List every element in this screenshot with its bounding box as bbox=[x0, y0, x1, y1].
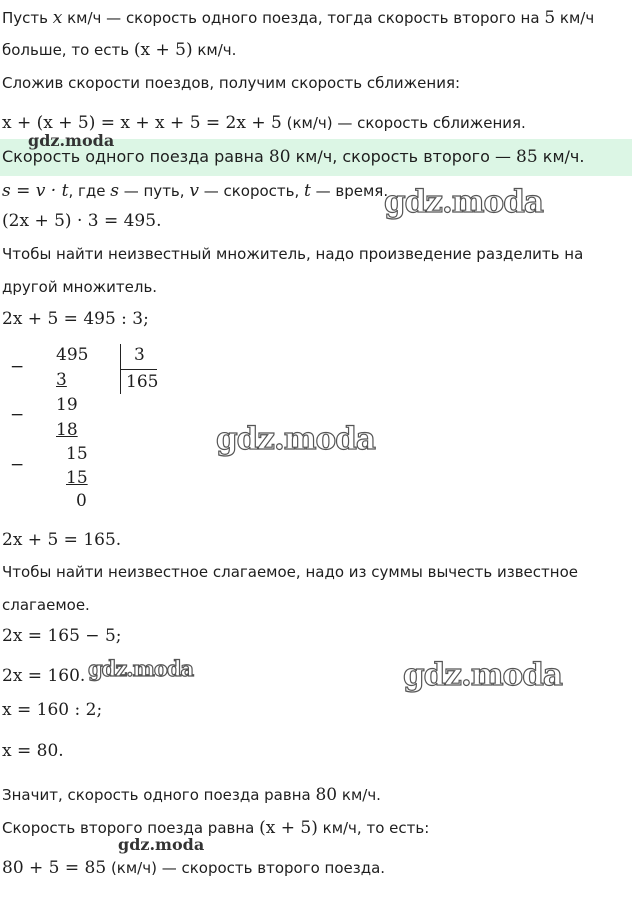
math-var: x bbox=[52, 8, 63, 28]
division-step: 15 bbox=[66, 444, 88, 464]
text: — скорость, bbox=[198, 182, 305, 200]
watermark: gdz.moda bbox=[118, 835, 205, 854]
math-var: v bbox=[189, 181, 199, 201]
text-line-5 bbox=[2, 147, 584, 167]
text-line-6 bbox=[2, 181, 388, 201]
division-step: 0 bbox=[76, 491, 87, 511]
text: км/ч. bbox=[537, 147, 585, 166]
math-num: 85 bbox=[516, 147, 538, 167]
division-step: 3 bbox=[56, 370, 67, 390]
watermark: gdz.moda bbox=[216, 421, 375, 457]
watermark: gdz.moda bbox=[88, 656, 194, 681]
math-num: 80 bbox=[315, 785, 338, 805]
division-divisor: 3 bbox=[134, 345, 145, 365]
text-line-9: другой множитель. bbox=[2, 278, 158, 296]
text: — путь, bbox=[118, 182, 190, 200]
text-line-7: (2x + 5) · 3 = 495. bbox=[2, 211, 162, 231]
text: , где bbox=[68, 182, 111, 200]
division-step: 15 bbox=[66, 468, 88, 488]
text-line-15: 2x = 160. bbox=[2, 666, 86, 686]
text-line-20 bbox=[2, 858, 385, 878]
watermark: gdz.moda bbox=[403, 657, 562, 693]
text: (км/ч) — скорость второго поезда. bbox=[106, 859, 386, 877]
text-line-14: 2x = 165 − 5; bbox=[2, 626, 122, 646]
text-line-19 bbox=[2, 818, 429, 838]
text-line-13: слагаемое. bbox=[2, 596, 90, 614]
math-var: s bbox=[110, 181, 119, 201]
math-expr: (x + 5) bbox=[133, 40, 193, 60]
text-line-16: x = 160 : 2; bbox=[2, 700, 103, 720]
text: км/ч. bbox=[337, 786, 381, 804]
text: (км/ч) — скорость сближения. bbox=[281, 114, 526, 132]
math-expr: 80 + 5 = 85 bbox=[2, 858, 107, 878]
text: км/ч — скорость одного поезда, тогда скорость второго на bbox=[62, 9, 545, 27]
watermark: gdz.moda bbox=[384, 184, 543, 220]
division-minus: − bbox=[10, 357, 25, 377]
text-line-2 bbox=[2, 40, 236, 60]
text: — время. bbox=[310, 182, 389, 200]
text: Скорость одного поезда равна bbox=[2, 147, 269, 166]
text: км/ч, скорость второго — bbox=[290, 147, 517, 166]
division-step: 19 bbox=[56, 395, 78, 415]
division-minus: − bbox=[10, 455, 25, 475]
watermark: gdz.moda bbox=[28, 131, 115, 150]
text-line-12: Чтобы найти неизвестное слагаемое, надо из суммы вычесть известное bbox=[2, 563, 578, 581]
division-dividend: 495 bbox=[56, 345, 89, 365]
text-line-1 bbox=[2, 8, 594, 28]
text: км/ч bbox=[555, 9, 595, 27]
text-line-4 bbox=[2, 113, 526, 133]
division-step: 18 bbox=[56, 420, 78, 440]
text-line-11: 2x + 5 = 165. bbox=[2, 530, 122, 550]
division-line bbox=[121, 369, 157, 370]
math-expr: x + (x + 5) = x + x + 5 = 2x + 5 bbox=[2, 113, 282, 133]
text-line-18 bbox=[2, 785, 381, 805]
text: км/ч. bbox=[192, 41, 237, 59]
text: Пусть bbox=[2, 9, 53, 27]
math-expr: (x + 5) bbox=[259, 818, 318, 838]
math-num: 80 bbox=[268, 147, 291, 167]
math-var: t bbox=[304, 181, 311, 201]
text: больше, то есть bbox=[2, 41, 134, 59]
math-formula: s = v · t bbox=[2, 181, 69, 201]
text: Скорость второго поезда равна bbox=[2, 819, 260, 837]
division-minus: − bbox=[10, 405, 25, 425]
math-num: 5 bbox=[544, 8, 556, 28]
text: км/ч, то есть: bbox=[317, 819, 430, 837]
text-line-8: Чтобы найти неизвестный множитель, надо произведение разделить на bbox=[2, 245, 584, 263]
text: Значит, скорость одного поезда равна bbox=[2, 786, 316, 804]
division-quotient: 165 bbox=[126, 372, 159, 392]
text-line-3: Сложив скорости поездов, получим скорость сближения: bbox=[2, 74, 461, 92]
text-line-10: 2x + 5 = 495 : 3; bbox=[2, 309, 149, 329]
text-line-17: x = 80. bbox=[2, 741, 64, 761]
